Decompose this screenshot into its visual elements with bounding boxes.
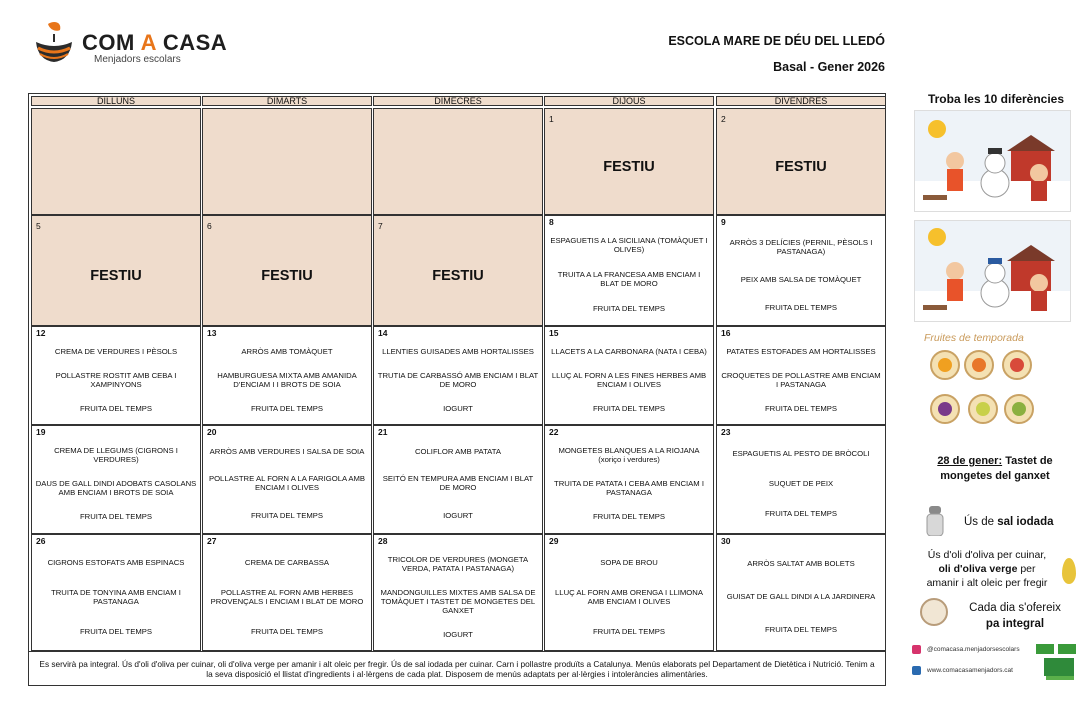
day-number: 20 [207, 427, 217, 437]
day-number: 22 [549, 427, 559, 437]
day-cell [373, 534, 543, 651]
olive-oil-note [914, 548, 1060, 590]
oil-line-3: amanir i alt oleic per fregir [926, 577, 1048, 589]
tasting-text: Tastet de mongetes del ganxet [940, 455, 1053, 482]
day-cell [544, 326, 714, 425]
dish: MANDONGUILLES MIXTES AMB SALSA DE TOMÀQUET I TASTET DE MONGETES DEL GANXET [380, 587, 536, 615]
dish: FRUITA DEL TEMPS [79, 626, 153, 636]
dish: LLUÇ AL FORN A LES FINES HERBES AMB ENCIAM I OLIVES [551, 370, 707, 389]
salt-prefix: Ús de [964, 516, 998, 528]
dish-list [206, 438, 368, 529]
day-header-dimarts: DIMARTS [202, 96, 372, 106]
bread-line-1: Cada dia s'ofereix [969, 602, 1061, 614]
day-cell [31, 108, 201, 215]
web-icon [912, 666, 921, 675]
day-cell [373, 326, 543, 425]
dish: HAMBURGUESA MIXTA AMB AMANIDA D'ENCIAM I I BROTS DE SOIA [217, 370, 357, 389]
instagram-link[interactable] [912, 645, 1020, 654]
day-cell [373, 215, 543, 326]
day-number: 23 [721, 427, 731, 437]
dish: ARRÒS AMB VERDURES I SALSA DE SOIA [209, 447, 365, 457]
day-cell [202, 215, 372, 326]
dish: ARRÒS SALTAT AMB BOLETS [747, 559, 855, 568]
menu-calendar [28, 93, 886, 686]
brand-word-casa: CASA [162, 30, 228, 55]
day-number: 8 [549, 217, 554, 227]
day-number: 27 [207, 536, 217, 546]
day-number: 21 [378, 427, 388, 437]
dish: POLLASTRE AL FORN AMB HERBES PROVENÇALS I ENCIAM I BLAT DE MORO [210, 587, 364, 606]
snowman-picture-2 [914, 220, 1071, 322]
day-number: 13 [207, 328, 217, 338]
snowman-scene-icon [915, 111, 1071, 212]
day-header-divendres: DIVENDRES [716, 96, 886, 106]
dish: TRICOLOR DE VERDURES (MONGETA VERDA, PATATA I PASTANAGA) [387, 554, 529, 573]
dish: FRUITA DEL TEMPS [79, 512, 153, 522]
tasting-date: 28 de gener: [937, 455, 1003, 467]
day-header-dijous: DIJOUS [544, 96, 714, 106]
dish: IOGURT [443, 403, 473, 413]
day-cell [544, 215, 714, 326]
day-number: 2 [721, 114, 726, 124]
olive-oil-icon [1062, 558, 1076, 584]
dish-list [720, 438, 882, 529]
dish: POLLASTRE AL FORN A LA FARIGOLA AMB ENCIAM I OLIVES [208, 474, 366, 493]
dish: FRUITA DEL TEMPS [764, 625, 838, 634]
oil-line-1: Ús d'oli d'oliva per cuinar, [927, 549, 1047, 561]
fruit-icon [968, 394, 998, 424]
day-cell [31, 534, 201, 651]
dish: ARRÒS AMB TOMÀQUET [241, 346, 333, 356]
school-name: ESCOLA MARE DE DÉU DEL LLEDÓ [668, 34, 885, 48]
brand-subtitle: Menjadors escolars [94, 54, 181, 65]
fruit-icon [930, 350, 960, 380]
footer-notes: Es servirà pa integral. Ús d'oli d'oliva per cuinar, oli d'oliva verge per amanir i alt oleic per fregir. Ús de sal iodada per cuinar. Carn i pollastre produïts a Catalunya. Menús elaborats pel Departament de Dietètica i Nutrició. Tenim a la seva disposició el llistat d'ingredients i al·lèrgens de cada plat. Disposem de menús adaptats per al·lèrgies i intoleràncies alimentàries. [29, 651, 885, 685]
snowman-scene-icon [915, 221, 1071, 322]
website-link[interactable] [912, 666, 1013, 675]
dish: TRUITA DE PATATA I CEBA AMB ENCIAM I PASTANAGA [554, 478, 704, 497]
dish: LLENTIES GUISADES AMB HORTALISSES [382, 346, 534, 356]
day-number: 6 [207, 221, 212, 231]
day-cell [716, 425, 886, 534]
dish-list [548, 438, 710, 529]
day-number: 30 [721, 536, 731, 546]
instagram-handle: @comacasa.menjadorsescolars [927, 646, 1020, 654]
dish-list [35, 438, 197, 529]
dish-list [35, 547, 197, 646]
day-number: 26 [36, 536, 46, 546]
dish: CIGRONS ESTOFATS AMB ESPINACS [47, 557, 185, 567]
dish: TRUTIA DE CARBASSÓ AMB ENCIAM I BLAT DE MORO [377, 370, 539, 389]
salt-bold: sal iodada [997, 516, 1054, 528]
differences-title: Troba les 10 diferències [927, 92, 1065, 106]
dish-list [548, 339, 710, 420]
dish-list [720, 228, 882, 321]
website-url: www.comacasamenjadors.cat [927, 667, 1013, 675]
day-cell [716, 534, 886, 651]
oil-line-2: per [1017, 563, 1036, 575]
dish-list [35, 339, 197, 420]
dish: ARRÒS 3 DELÍCIES (PERNIL, PÈSOLS I PASTANAGA) [729, 237, 873, 256]
day-header-dimecres: DIMECRES [373, 96, 543, 106]
dish-list [720, 339, 882, 420]
dish: FRUITA DEL TEMPS [764, 403, 838, 413]
day-cell [544, 425, 714, 534]
snowman-picture-1 [914, 110, 1071, 212]
dish: FRUITA DEL TEMPS [250, 510, 324, 520]
day-cell [202, 108, 372, 215]
day-number: 14 [378, 328, 388, 338]
day-number: 29 [549, 536, 559, 546]
dish-list [548, 228, 710, 321]
day-cell [202, 425, 372, 534]
fruit-icon [1004, 394, 1034, 424]
dish: TRUITA DE TONYINA AMB ENCIAM I PASTANAGA [51, 587, 181, 606]
day-number: 12 [36, 328, 46, 338]
day-cell [202, 534, 372, 651]
dish-list [720, 547, 882, 646]
dish: SEITÓ EN TEMPURA AMB ENCIAM I BLAT DE MORO [382, 474, 534, 493]
dish: FRUITA DEL TEMPS [79, 403, 153, 413]
holiday-label: FESTIU [775, 159, 827, 176]
dish-list [377, 438, 539, 529]
dish: DAUS DE GALL DINDI ADOBATS CASOLANS AMB ENCIAM I BROTS DE SOIA [35, 478, 197, 497]
day-cell [716, 215, 886, 326]
dish: ESPAGUETIS AL PESTO DE BRÒCOLI [732, 448, 870, 458]
brand-word-com: COM [82, 30, 135, 55]
dish: IOGURT [443, 629, 473, 639]
day-number: 1 [549, 114, 554, 124]
dish-list [377, 547, 539, 646]
day-number: 16 [721, 328, 731, 338]
day-cell [31, 425, 201, 534]
bread-line-2: pa integral [985, 618, 1045, 630]
day-cell [716, 108, 886, 215]
menu-period: Basal - Gener 2026 [773, 60, 885, 74]
day-cell [31, 215, 201, 326]
dish: FRUITA DEL TEMPS [592, 403, 666, 413]
fruit-icon [1002, 350, 1032, 380]
dish: PATATES ESTOFADES AM HORTALISSES [726, 346, 876, 356]
brand-logo [32, 20, 232, 72]
dish: CROQUETES DE POLLASTRE AMB ENCIAM I PASTANAGA [721, 370, 881, 389]
dish: TRUITA A LA FRANCESA AMB ENCIAM I BLAT DE MORO [557, 270, 701, 288]
day-cell [544, 534, 714, 651]
dish: FRUITA DEL TEMPS [250, 626, 324, 636]
seasonal-fruits-title: Fruites de temporada [924, 332, 1024, 344]
dish: FRUITA DEL TEMPS [592, 626, 666, 636]
day-number: 5 [36, 221, 41, 231]
holiday-label: FESTIU [603, 159, 655, 176]
iodized-salt-note [964, 516, 1054, 528]
dish: ESPAGUETIS A LA SICILIANA (TOMÀQUET I OLIVES) [550, 236, 708, 254]
dish: FRUITA DEL TEMPS [592, 512, 666, 522]
salt-shaker-icon [926, 506, 944, 536]
dish-list [377, 339, 539, 420]
instagram-icon [912, 645, 921, 654]
bread-icon [920, 598, 948, 626]
dish-list [206, 339, 368, 420]
dish: FRUITA DEL TEMPS [764, 509, 838, 519]
dish: GUISAT DE GALL DINDI A LA JARDINERA [726, 592, 876, 601]
sidebar [908, 88, 1080, 713]
bowl-logo-icon [32, 20, 76, 72]
day-number: 28 [378, 536, 388, 546]
dish: SUQUET DE PEIX [768, 478, 834, 488]
day-number: 19 [36, 427, 46, 437]
dish: FRUITA DEL TEMPS [764, 302, 838, 312]
dish: IOGURT [443, 510, 473, 520]
healthy-school-logo-icon [1036, 644, 1078, 680]
holiday-label: FESTIU [90, 268, 142, 285]
day-cell [544, 108, 714, 215]
day-number: 9 [721, 217, 726, 227]
holiday-label: FESTIU [432, 268, 484, 285]
day-number: 15 [549, 328, 559, 338]
dish-list [548, 547, 710, 646]
day-number: 7 [378, 221, 383, 231]
day-cell [373, 108, 543, 215]
day-header-dilluns: DILLUNS [31, 96, 201, 106]
dish: SOPA DE BROU [600, 557, 658, 567]
dish: LLACETS A LA CARBONARA (NATA I CEBA) [551, 346, 707, 356]
dish: LLUÇ AL FORN AMB ORENGA I LLIMONA AMB ENCIAM I OLIVES [555, 587, 703, 606]
fruit-icon [964, 350, 994, 380]
whole-bread-note [954, 600, 1076, 632]
day-cell [31, 326, 201, 425]
dish-list [206, 547, 368, 646]
dish: MONGETES BLANQUES A LA RIOJANA (xoriço i verdures) [558, 445, 700, 464]
fruit-icon [930, 394, 960, 424]
dish: CREMA DE CARBASSA [244, 557, 330, 567]
dish: COLIFLOR AMB PATATA [415, 447, 501, 457]
tasting-note [918, 454, 1072, 484]
oil-bold: oli d'oliva verge [938, 563, 1018, 575]
day-cell [202, 326, 372, 425]
dish: PEIX AMB SALSA DE TOMÀQUET [740, 274, 862, 284]
dish: CREMA DE VERDURES I PÈSOLS [54, 346, 178, 356]
dish: FRUITA DEL TEMPS [250, 403, 324, 413]
holiday-label: FESTIU [261, 268, 313, 285]
brand-word-a: A [140, 30, 157, 55]
dish: FRUITA DEL TEMPS [592, 304, 666, 313]
dish: CREMA DE LLEGUMS (CIGRONS I VERDURES) [54, 445, 178, 464]
brand-name [82, 30, 227, 56]
dish: POLLASTRE ROSTIT AMB CEBA I XAMPINYONS [55, 370, 177, 389]
day-cell [373, 425, 543, 534]
day-cell [716, 326, 886, 425]
